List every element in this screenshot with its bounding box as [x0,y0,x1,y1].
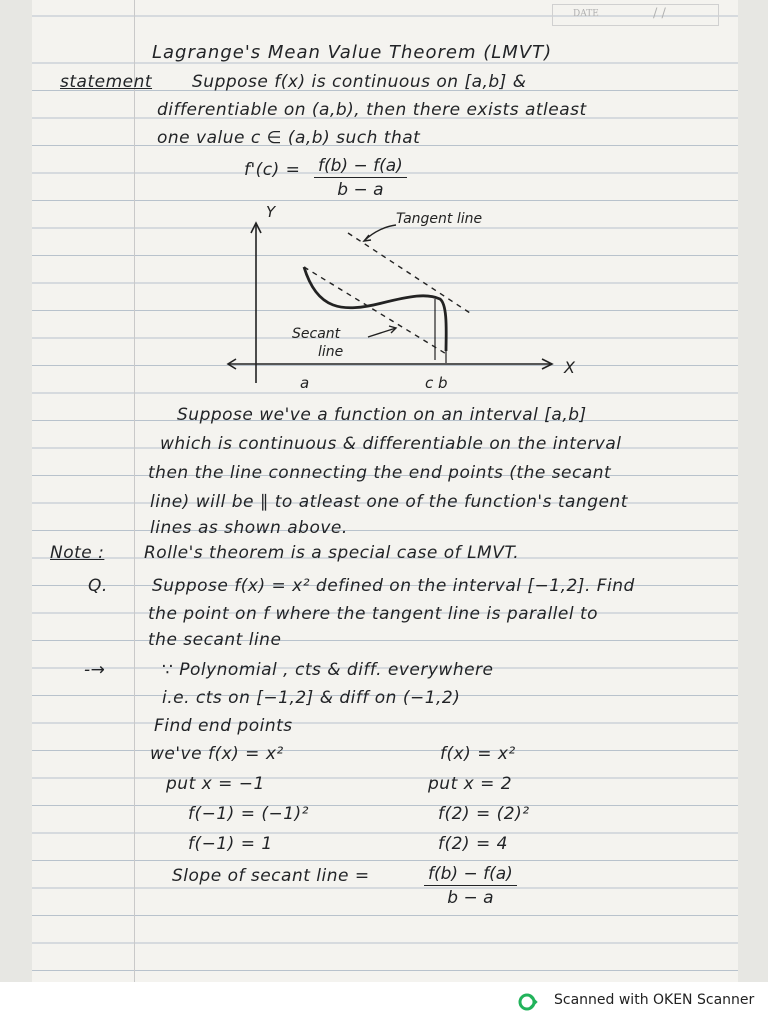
oken-scanner-logo-icon [518,993,538,1011]
question-line-1: Suppose f(x) = x² defined on the interval [−1,2]. Find [152,576,635,596]
formula-fraction [314,156,407,200]
right-step-3: f(2) = (2)² [438,804,530,824]
page-title: Lagrange's Mean Value Theorem (LMVT) [152,42,553,63]
explanation-line-3: then the line connecting the end points (the secant [148,463,612,483]
solution-line-3: Find end points [154,716,293,736]
lmvt-graph [222,195,622,395]
explanation-line-4: line) will be ∥ to atleast one of the function's tangent [150,492,628,512]
note-label: Note : [50,543,105,563]
left-step-2: put x = −1 [166,774,265,794]
left-step-1: we've f(x) = x² [150,744,284,764]
left-step-4: f(−1) = 1 [188,834,273,854]
slope-denominator: b − a [447,888,494,908]
statement-line-3: one value c ∈ (a,b) such that [157,128,421,148]
explanation-line-2: which is continuous & differentiable on the interval [160,434,622,454]
right-step-4: f(2) = 4 [438,834,508,854]
margin-line [134,0,135,982]
right-step-1: f(x) = x² [440,744,516,764]
y-axis-label: Y [266,203,276,221]
slope-numerator: f(b) − f(a) [424,864,517,886]
tangent-pointer-arrow [364,225,396,241]
date-label: DATE [573,9,599,19]
left-step-3: f(−1) = (−1)² [188,804,310,824]
formula-lhs: f'(c) = [244,160,301,180]
explanation-line-5: lines as shown above. [150,518,348,538]
explanation-line-1: Suppose we've a function on an interval [a,b] [177,405,587,425]
tangent-line [348,233,470,313]
statement-line-2: differentiable on (a,b), then there exists atleast [157,100,587,120]
question-line-3: the secant line [148,630,282,650]
secant-label-word-2: line [318,344,344,360]
a-tick-label: a [300,374,310,392]
solution-arrow-icon: -→ [84,660,106,680]
formula-denominator: b − a [337,180,384,200]
statement-line-1: Suppose f(x) is continuous on [a,b] & [192,72,527,92]
right-step-2: put x = 2 [428,774,513,794]
question-line-2: the point on f where the tangent line is parallel to [148,604,599,624]
formula-numerator: f(b) − f(a) [314,156,407,178]
solution-line-1: ∵ Polynomial , cts & diff. everywhere [162,660,494,680]
cb-tick-label: c b [425,374,448,392]
slope-label: Slope of secant line = [172,866,370,886]
statement-label: statement [60,72,153,92]
x-axis-label: X [564,358,575,377]
scanner-watermark-text: Scanned with OKEN Scanner [554,992,755,1008]
tangent-line-label: Tangent line [396,211,483,227]
notebook-page [32,0,738,982]
slope-fraction [424,864,517,908]
date-slashes: / / [653,6,666,21]
secant-label-word-1: Secant [292,326,341,342]
question-label: Q. [88,576,108,596]
solution-line-2: i.e. cts on [−1,2] & diff on (−1,2) [162,688,461,708]
date-box [552,4,719,26]
note-text: Rolle's theorem is a special case of LMVT. [144,543,520,563]
